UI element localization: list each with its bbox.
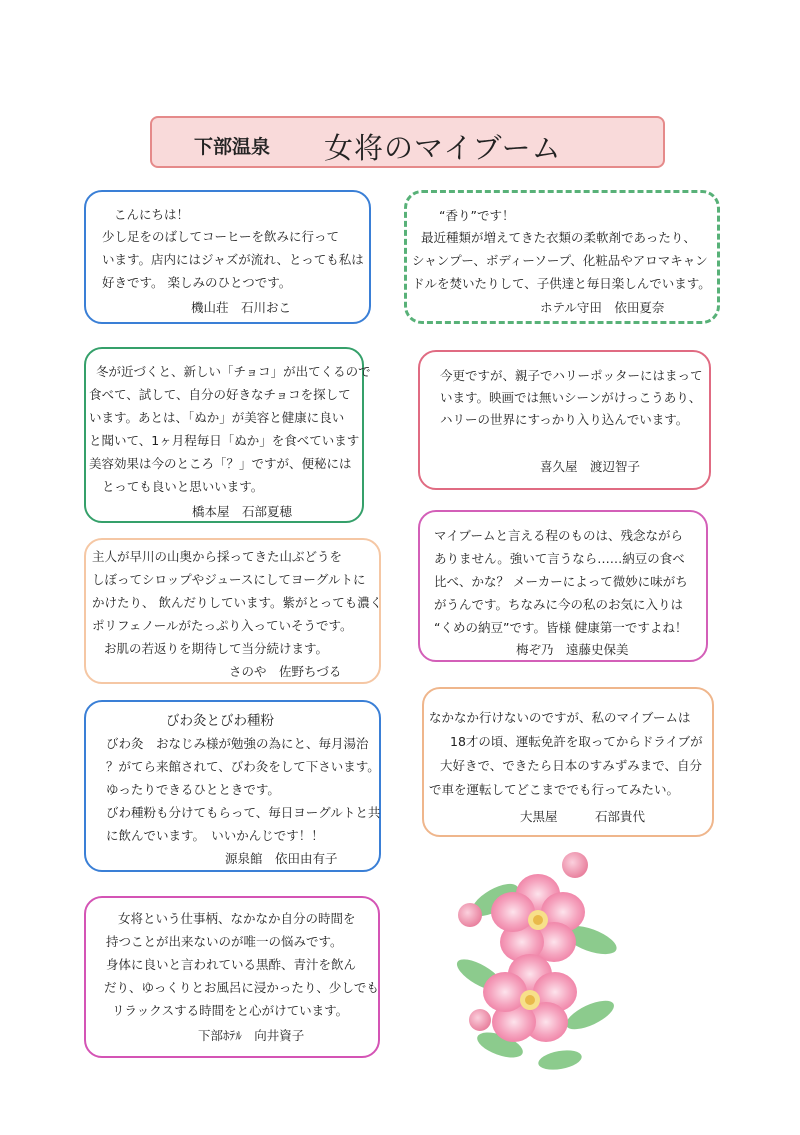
message-line: “香り”です！ — [439, 208, 515, 223]
message-box-umezono — [418, 510, 708, 662]
message-line: なかなか行けないのですが、私のマイブームは — [429, 710, 691, 725]
message-line: 18才の頃、運転免許を取ってからドライブが — [450, 734, 703, 749]
signature: 橋本屋 石部夏穂 — [192, 504, 293, 519]
signature: ホテル守田 依田夏奈 — [540, 300, 665, 315]
message-box-kizanso — [84, 190, 371, 324]
message-line: 身体に良いと言われている黒酢、青汁を飲ん — [106, 957, 357, 972]
message-line: がうんです。ちなみに今の私のお気に入りは — [434, 597, 684, 612]
message-line: います。あとは、「ぬか」が美容と健康に良い — [89, 410, 345, 425]
message-line: だり、ゆっくりとお風呂に浸かったり、少しでも — [104, 980, 379, 995]
box-heading: びわ灸とびわ種粉 — [166, 713, 274, 729]
signature: 梅ぞ乃 遠藤史保美 — [516, 642, 629, 657]
signature: 喜久屋 渡辺智子 — [540, 459, 641, 474]
message-box-shimobe-hotel — [84, 896, 380, 1058]
message-box-gensenkan — [84, 700, 381, 872]
message-line: びわ灸 おなじみ様が勉強の為にと、毎月湯治 — [106, 736, 369, 751]
message-line: ポリフェノールがたっぷり入っていそうです。 — [92, 618, 353, 633]
message-line: 食べて、試して、自分の好きなチョコを探して — [89, 387, 351, 402]
title-location: 下部温泉 — [194, 136, 271, 158]
message-box-sanoya — [84, 538, 381, 684]
message-line: マイブームと言える程のものは、残念ながら — [434, 528, 684, 543]
message-box-kikuya — [418, 350, 711, 490]
signature: さのや 佐野ちづる — [229, 664, 342, 679]
message-line: 女将という仕事柄、なかなか自分の時間を — [118, 911, 356, 926]
message-line: シャンプー、ボディーソープ、化粧品やアロマキャン — [412, 253, 708, 268]
message-line: ありません。強いて言うなら……納豆の食べ — [434, 551, 685, 566]
page-title: 女将のマイブーム — [324, 131, 562, 165]
message-line: とっても良いと思いいます。 — [102, 479, 264, 494]
message-line: 美容効果は今のところ「？」ですが、便秘には — [89, 456, 352, 471]
message-box-hotel-morita — [404, 190, 720, 324]
message-line: 比べ、かな？ メーカーによって微妙に味がち — [434, 574, 688, 589]
message-line: に飲んでいます。 いいかんじです！！ — [106, 828, 324, 843]
message-line: 主人が早川の山奥から採ってきた山ぶどうを — [92, 549, 343, 564]
message-line: しぼってシロップやジュースにしてヨーグルトに — [92, 572, 366, 587]
message-line: ？がてら来館されて、びわ灸をして下さいます。 — [106, 759, 380, 774]
message-line: 大好きで、できたら日本のすみずみまで、自分 — [440, 758, 703, 773]
camellia-flower-icon — [440, 845, 630, 1075]
message-line: 持つことが出来ないのが唯一の悩みです。 — [106, 934, 343, 949]
message-line: います。映画では無いシーンがけっこうあり、 — [440, 390, 702, 405]
signature: 機山荘 石川おこ — [191, 300, 292, 315]
message-line: こんにちは！ — [114, 207, 190, 222]
message-line: お肌の若返りを期待して当分続けます。 — [104, 641, 329, 656]
page-title-banner — [150, 116, 665, 168]
message-line: 好きです。 楽しみのひとつです。 — [102, 275, 292, 290]
message-line: で車を運転してどこまででも行ってみたい。 — [429, 782, 680, 797]
message-line: 最近種類が増えてきた衣類の柔軟剤であったり、 — [421, 230, 696, 245]
message-line: かけたり、 飲んだりしています。紫がとっても濃く — [92, 595, 383, 610]
message-line: リラックスする時間をと心がけています。 — [112, 1003, 349, 1018]
message-line: ゆったりできるひとときです。 — [106, 782, 280, 797]
message-line: います。店内にはジャズが流れ、とっても私は — [102, 252, 364, 267]
message-box-daikokuya — [422, 687, 714, 837]
message-line: “くめの納豆”です。皆様 健康第一ですよね！ — [434, 620, 688, 635]
message-line: と聞いて、1ヶ月程毎日「ぬか」を食べています — [89, 433, 360, 448]
signature: 大黒屋 石部貴代 — [520, 809, 646, 824]
message-line: 少し足をのばしてコーヒーを飲みに行って — [102, 229, 340, 244]
message-line: ドルを焚いたりして、子供達と毎日楽しんでいます。 — [412, 276, 711, 291]
message-line: 冬が近づくと、新しい「チョコ」が出てくるので — [96, 364, 371, 379]
message-box-hashimotoya — [84, 347, 371, 523]
signature: 源泉館 依田由有子 — [225, 851, 338, 866]
message-line: びわ種粉も分けてもらって、毎日ヨーグルトと共 — [106, 805, 381, 820]
message-line: ハリーの世界にすっかり入り込んでいます。 — [440, 412, 689, 427]
signature: 下部ﾎﾃﾙ 向井資子 — [198, 1028, 305, 1043]
message-line: 今更ですが、親子でハリーポッターにはまって — [440, 368, 703, 383]
